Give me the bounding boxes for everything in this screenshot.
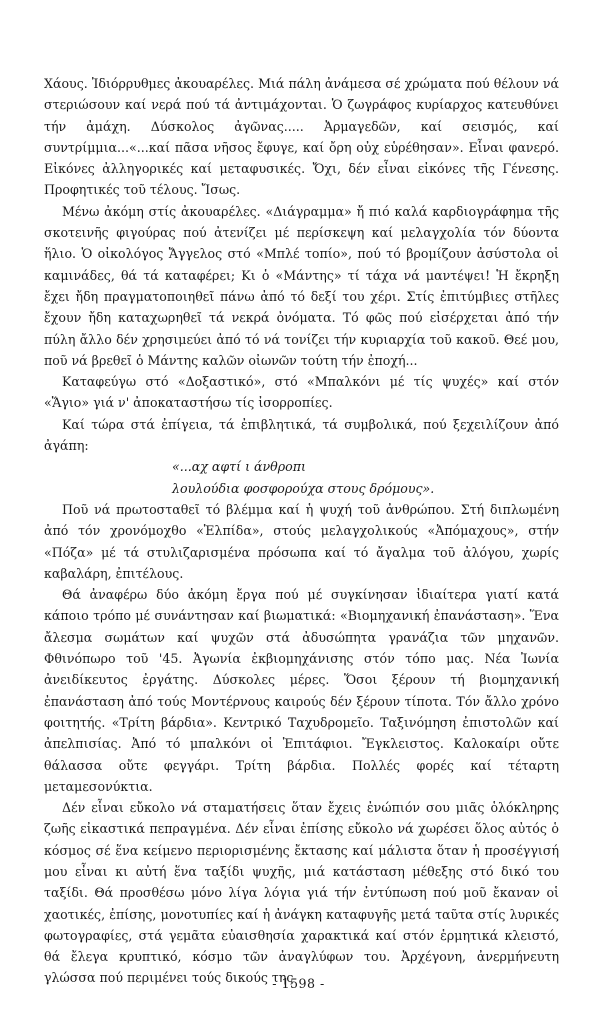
paragraph-1: Χάους. Ἰδιόρρυθμες ἀκουαρέλες. Μιά πάλη ἀνάμεσα σέ χρώματα πού θέλουν νά στεριώσουν καί νερά πού τά ἀντιμάχονται. Ὁ ζωγράφος κυρίαρχος κατευθύνει τήν ἀμάχη. Δύσκολος ἀγῶνας..... Ἀρμαγεδῶν, καί σεισμός, καί συντρίμμια...«...καί πᾶσα νῆσος ἔφυγε, καί ὄρη οὐχ εὑρέθησαν». Εἶναι φανερό. Εἰκόνες ἀλληγορικές καί μεταφυσικές. Ὄχι, δέν εἶναι εἰκόνες τῆς Γένεσης. Προφητικές τοῦ τέλους. Ἴσως. xyxy=(44,76,559,198)
paragraph-7: Δέν εἶναι εὔκολο νά σταματήσεις ὅταν ἔχεις ἐνώπιόν σου μιᾶς ὁλόκληρης ζωῆς εἰκαστικά πεπραγμένα. Δέν εἶναι ἐπίσης εὔκολο νά χωρέσει ὅλος αὐτός ὁ κόσμος σέ ἕνα κείμενο περιορισμένης ἔκτασης καί μάλιστα ὅταν ἡ προσέγγισή μου εἶναι κι αὐτή ἕνα ταξίδι ψυχῆς, μιά κατάσταση μέθεξης στό δικό του ταξίδι. Θά προσθέσω μόνο λίγα λόγια γιά τήν ἐντύπωση πού μοῦ ἔκαναν οἱ χαοτικές, ἐπίσης, μονοτυπίες καί ἡ ἀνάγκη καταφυγῆς μετά ταῦτα στίς λυρικές φωτογραφίες, στά γεμᾶτα εὐαισθησία χαρακτικά καί στόν ἑρμητικά κλειστό, θά ἔλεγα κρυπτικό, κόσμο τῶν ἀναγλύφων του. Ἀρχέγονη, ἀνερμήνευτη γλώσσα πού περιμένει τούς δικούς της xyxy=(44,800,559,986)
paragraph-5: Ποῦ νά πρωτοσταθεῖ τό βλέμμα καί ἡ ψυχή τοῦ ἀνθρώπου. Στή διπλωμένη ἀπό τόν χρονόμοχθο «Ἐλπίδα», στούς μελαγχολικούς «Ἀπόμαχους», στήν «Πόζα» μέ τά στυλιζαρισμένα πρόσωπα καί τό ἄγαλμα τοῦ ἀλόγου, χωρίς καβαλάρη, ἐπιτέλους. xyxy=(44,501,559,581)
paragraph-6: Θά ἀναφέρω δύο ἀκόμη ἔργα πού μέ συγκίνησαν ἰδιαίτερα γιατί κατά κάποιο τρόπο μέ συνάντησαν καί βιωματικά: «Βιομηχανική ἐπανάσταση». Ἕνα ἄλεσμα σωμάτων καί ψυχῶν στά ἀδυσώπητα γρανάζια τῶν μηχανῶν. Φθινόπωρο τοῦ '45. Ἀγωνία ἐκβιομηχάνισης στόν τόπο μας. Νέα Ἰωνία ἀνειδίκευτος ἐργάτης. Δύσκολες μέρες. Ὅσοι ξέρουν τή βιομηχανική ἐπανάσταση ἀπό τούς Μοντέρνους καιρούς δέν ξέρουν τίποτα. Τόν ἄλλο χρόνο φοιτητής. «Τρίτη βάρδια». Κεντρικό Ταχυδρομεῖο. Ταξινόμηση ἐπιστολῶν καί ἀπελπισίας. Ἀπό τό μπαλκόνι οἱ Ἐπιτάφιοι. Ἔγκλειστος. Καλοκαίρι οὔτε θάλασσα οὔτε φεγγάρι. Τρίτη βάρδια. Πολλές φορές καί τέταρτη μεταμεσονύκτια. xyxy=(44,587,559,794)
page-number: - 1598 - xyxy=(272,976,325,991)
paragraph-2: Μένω ἀκόμη στίς ἀκουαρέλες. «Διάγραμμα» ἤ πιό καλά καρδιογράφημα τῆς σκοτεινῆς φιγούρας πού ἀτενίζει μέ περίσκεψη καί μελαγχολία τόν δύοντα ἥλιο. Ὁ οἰκολόγος Ἄγγελος στό «Μπλέ τοπίο», πού τό βρομίζουν ἀσύστολα οἱ καμινάδες, θά τά καταφέρει; Κι ὁ «Μάντης» τί τάχα νά μαντέψει! Ἡ ἔκρηξη ἔχει ἤδη πραγματοποιηθεῖ πάνω ἀπό τό δεξί του χέρι. Στίς ἐπιτύμβιες στῆλες ἔχουν ἤδη καταχωρηθεῖ τά νεκρά ὀνόματα. Τό φῶς πού εἰσέρχεται ἀπό τήν πύλη ἄλλο δέν χρησιμεύει ἀπό τό νά τονίζει τήν κυριαρχία τοῦ κακοῦ. Θεέ μου, ποῦ νά βρεθεῖ ὁ Μάντης καλῶν οἰωνῶν τούτη τήν ἐποχή... xyxy=(44,203,559,368)
verse-line-2: λουλούδια φοσφορούχα στους δρόμους». xyxy=(172,480,435,496)
paragraph-3: Καταφεύγω στό «Δοξαστικό», στό «Μπαλκόνι μέ τίς ψυχές» καί στόν «Ἅγιο» γιά ν' ἀποκαταστήσω τίς ἰσορροπίες. xyxy=(44,374,559,411)
body-text xyxy=(44,73,559,989)
paragraph-4: Καί τώρα στά ἐπίγεια, τά ἐπιβλητικά, τά συμβολικά, πού ξεχειλίζουν ἀπό ἀγάπη: xyxy=(44,416,559,454)
verse-line-1: «...αχ αφτί ι άνθροπι xyxy=(172,459,306,475)
